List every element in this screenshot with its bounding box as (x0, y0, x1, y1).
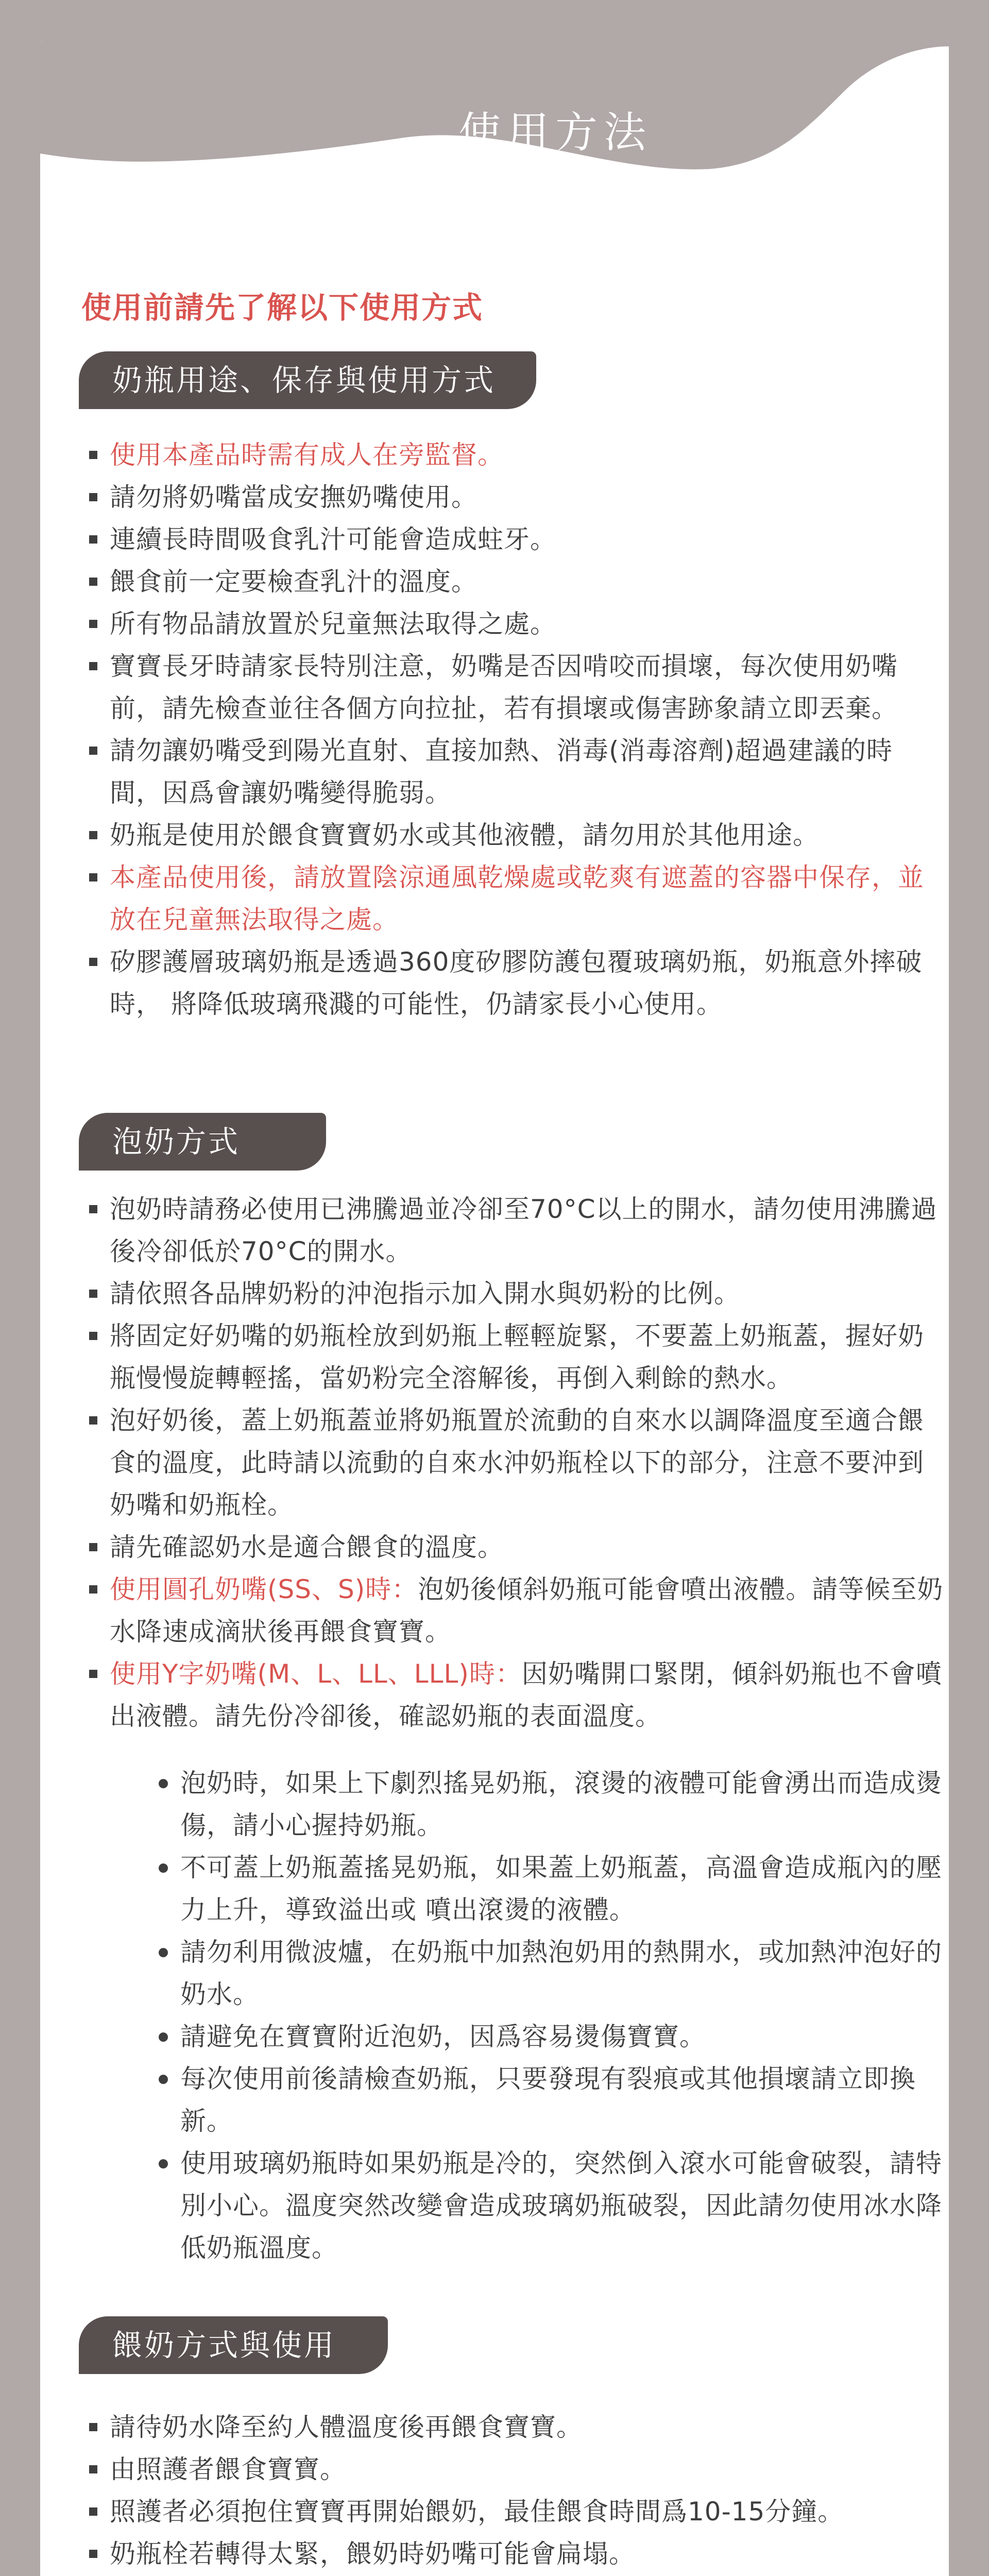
list-item: 由照護者餵食寶寶。 (89, 2448, 944, 2490)
square-bullet-icon (89, 2465, 97, 2473)
list-item: 連續長時間吸食乳汁可能會造成蛀牙。 (89, 518, 944, 561)
square-bullet-icon (89, 451, 97, 459)
dot-bullet-icon (159, 1948, 168, 1957)
list-item: 本產品使用後，請放置陰涼通風乾燥處或乾爽有遮蓋的容器中保存，並放在兒童無法取得之處。 (89, 856, 944, 941)
square-bullet-icon (89, 747, 97, 755)
square-bullet-icon (89, 1543, 97, 1551)
section-tab-preparation: 泡奶方式 (79, 1113, 326, 1171)
square-bullet-icon (89, 1205, 97, 1213)
list-item: 請勿讓奶嘴受到陽光直射、直接加熱、消毒(消毒溶劑)超過建議的時間，因爲會讓奶嘴變得脆弱。 (89, 730, 944, 814)
list-item: 奶瓶栓若轉得太緊，餵奶時奶嘴可能會扁塌。 (89, 2533, 944, 2575)
feeding-list (89, 2406, 944, 2576)
list-item: 將固定好奶嘴的奶瓶栓放到奶瓶上輕輕旋緊，不要蓋上奶瓶蓋，握好奶瓶慢慢旋轉輕搖，當奶粉完全溶解後，再倒入剩餘的熱水。 (89, 1315, 944, 1399)
square-bullet-icon (89, 620, 97, 628)
list-item: 矽膠護層玻璃奶瓶是透過360度矽膠防護包覆玻璃奶瓶，奶瓶意外摔破時， 將降低玻璃飛濺的可能性，仍請家長小心使用。 (89, 941, 944, 1025)
square-bullet-icon (89, 662, 97, 670)
list-item: 照護者必須抱住寶寶再開始餵奶，最佳餵食時間爲10-15分鐘。 (89, 2490, 944, 2533)
page-title: 使用方法 (458, 108, 652, 157)
preparation-list (89, 1188, 944, 1737)
square-bullet-icon (89, 1670, 97, 1678)
preparation-notes-list (159, 1762, 949, 2269)
square-bullet-icon (89, 2423, 97, 2431)
list-item: 泡奶時請務必使用已沸騰過並冷卻至70°C以上的開水，請勿使用沸騰過後冷卻低於70°C的開水。 (89, 1188, 944, 1273)
list-item: 所有物品請放置於兒童無法取得之處。 (89, 603, 944, 645)
dot-bullet-icon (159, 2075, 168, 2084)
square-bullet-icon (89, 535, 97, 544)
list-item: 請先確認奶水是適合餵食的溫度。 (89, 1526, 944, 1568)
dot-bullet-icon (159, 2159, 168, 2168)
square-bullet-icon (89, 958, 97, 966)
list-item: 泡好奶後，蓋上奶瓶蓋並將奶瓶置於流動的自來水以調降溫度至適合餵食的溫度，此時請以流動的自來水沖奶瓶栓以下的部分，注意不要沖到奶嘴和奶瓶栓。 (89, 1399, 944, 1526)
intro-heading: 使用前請先了解以下使用方式 (81, 290, 484, 325)
list-item: 請勿將奶嘴當成安撫奶嘴使用。 (89, 476, 944, 518)
note-item: 每次使用前後請檢查奶瓶，只要發現有裂痕或其他損壞請立即換新。 (159, 2058, 949, 2142)
square-bullet-icon (89, 1585, 97, 1594)
list-item: 請依照各品牌奶粉的沖泡指示加入開水與奶粉的比例。 (89, 1273, 944, 1315)
dot-bullet-icon (159, 2032, 168, 2042)
note-item: 不可蓋上奶瓶蓋搖晃奶瓶，如果蓋上奶瓶蓋，高溫會造成瓶內的壓力上升，導致溢出或 噴出滾燙的液體。 (159, 1846, 949, 1931)
list-item: 使用本產品時需有成人在旁監督。 (89, 434, 944, 476)
square-bullet-icon (89, 578, 97, 586)
list-item: 餵食前一定要檢查乳汁的溫度。 (89, 561, 944, 603)
list-item: 寶寶長牙時請家長特別注意，奶嘴是否因啃咬而損壞，每次使用奶嘴前，請先檢查並往各個方向拉扯，若有損壞或傷害跡象請立即丟棄。 (89, 645, 944, 730)
list-item: 奶瓶是使用於餵食寶寶奶水或其他液體，請勿用於其他用途。 (89, 814, 944, 856)
square-bullet-icon (89, 831, 97, 839)
dot-bullet-icon (159, 1863, 168, 1873)
square-bullet-icon (89, 493, 97, 501)
note-item: 泡奶時，如果上下劇烈搖晃奶瓶，滾燙的液體可能會湧出而造成燙傷，請小心握持奶瓶。 (159, 1762, 949, 1846)
note-item: 請避免在寶寶附近泡奶，因爲容易燙傷寶寶。 (159, 2015, 949, 2058)
square-bullet-icon (89, 1332, 97, 1340)
square-bullet-icon (89, 1290, 97, 1298)
square-bullet-icon (89, 873, 97, 882)
list-item: 使用Y字奶嘴(M、L、LL、LLL)時：因奶嘴開口緊閉，傾斜奶瓶也不會噴出液體。請先份冷卻後，確認奶瓶的表面溫度。 (89, 1653, 944, 1737)
section-tab-feeding: 餵奶方式與使用 (79, 2316, 388, 2374)
square-bullet-icon (89, 1416, 97, 1425)
square-bullet-icon (89, 2507, 97, 2516)
section-tab-usage-storage: 奶瓶用途、保存與使用方式 (79, 351, 536, 409)
list-item: 請待奶水降至約人體溫度後再餵食寶寶。 (89, 2406, 944, 2448)
list-item: 使用圓孔奶嘴(SS、S)時：泡奶後傾斜奶瓶可能會噴出液體。請等候至奶水降速成滴狀後再餵食寶寶。 (89, 1568, 944, 1653)
usage-storage-list (89, 434, 944, 1025)
note-item: 請勿利用微波爐，在奶瓶中加熱泡奶用的熱開水，或加熱沖泡好的奶水。 (159, 1931, 949, 2015)
content-card (40, 40, 949, 2576)
note-item: 使用玻璃奶瓶時如果奶瓶是冷的，突然倒入滾水可能會破裂，請特別小心。溫度突然改變會造成玻璃奶瓶破裂，因此請勿使用冰水降低奶瓶溫度。 (159, 2142, 949, 2269)
square-bullet-icon (89, 2550, 97, 2558)
dot-bullet-icon (159, 1779, 168, 1788)
